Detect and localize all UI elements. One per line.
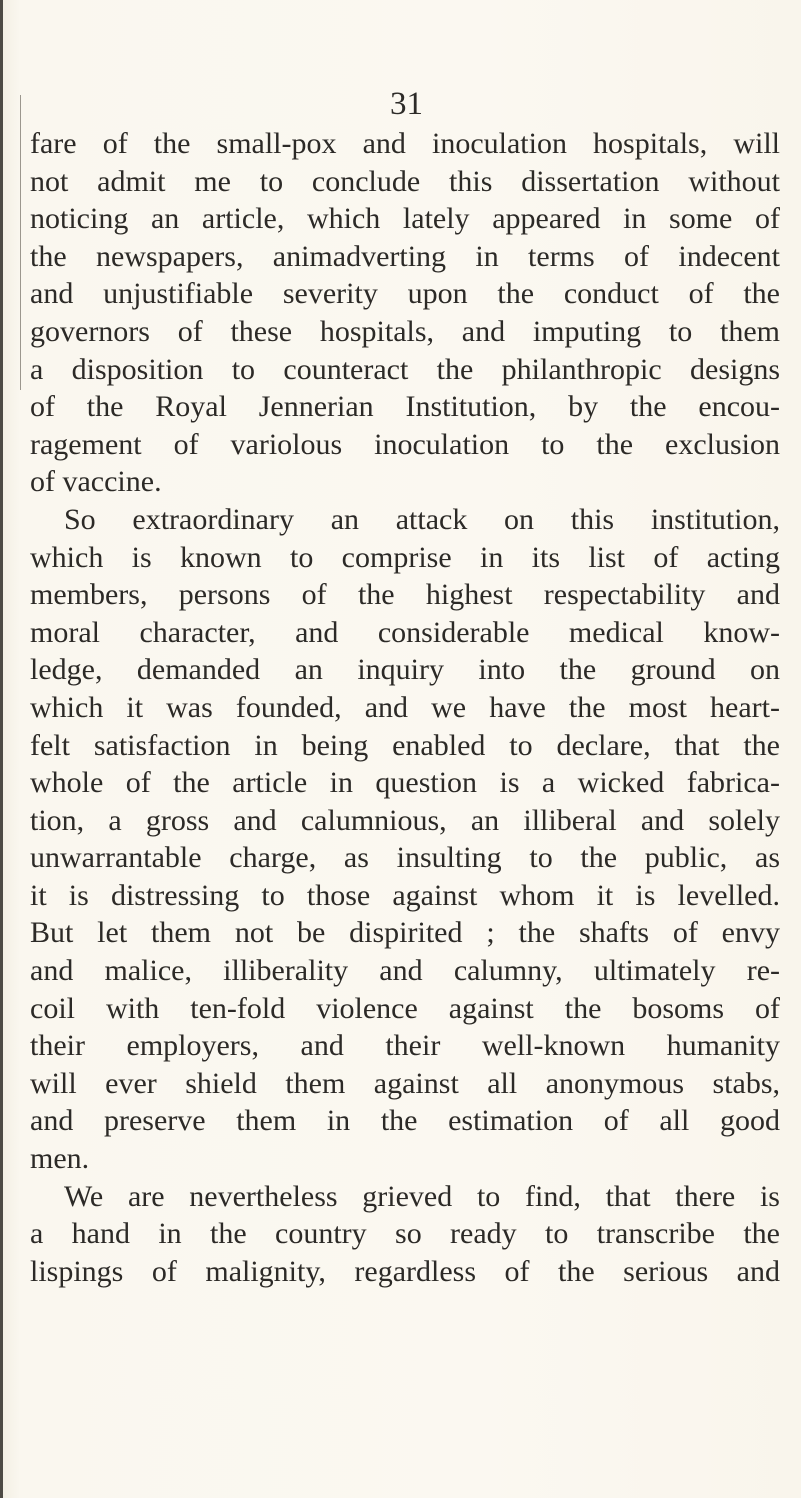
text-line: tion, a gross and calumnious, an illiberal and solely: [30, 803, 780, 837]
text-line: ragement of variolous inoculation to the exclusion: [30, 427, 780, 461]
text-line: coil with ten-fold violence against the bosoms of: [30, 991, 780, 1025]
binding-line: [20, 95, 21, 390]
text-line: felt satisfaction in being enabled to declare, that the: [30, 728, 780, 762]
text-line: But let them not be dispirited ; the shafts of envy: [30, 916, 780, 950]
text-line: men.: [30, 1142, 90, 1176]
page-number: 31: [390, 86, 423, 122]
body-text: [30, 125, 780, 1290]
text-line: will ever shield them against all anonymous stabs,: [30, 1066, 780, 1100]
text-line: ledge, demanded an inquiry into the ground on: [30, 653, 780, 687]
text-line: noticing an article, which lately appeared in some of: [30, 202, 780, 236]
text-line: members, persons of the highest respectability and: [30, 578, 780, 612]
text-line: moral character, and considerable medical know-: [30, 615, 780, 649]
text-line: which is known to comprise in its list of acting: [30, 540, 780, 574]
text-line: not admit me to conclude this dissertation without: [30, 164, 780, 198]
text-line: which it was founded, and we have the most heart-: [30, 690, 780, 724]
text-line: lispings of malignity, regardless of the serious and: [30, 1254, 780, 1288]
text-line: whole of the article in question is a wicked fabrica-: [30, 766, 780, 800]
text-line: fare of the small-pox and inoculation hospitals, will: [30, 127, 780, 160]
text-line: So extraordinary an attack on this institution,: [64, 502, 780, 536]
text-line: and preserve them in the estimation of all good: [30, 1104, 780, 1138]
text-line: unwarrantable charge, as insulting to the public, as: [30, 841, 780, 875]
text-line: governors of these hospitals, and imputing to them: [30, 314, 780, 348]
text-line: and unjustifiable severity upon the conduct of the: [30, 277, 780, 311]
text-line: and malice, illiberality and calumny, ultimately re-: [30, 954, 780, 988]
page-edge-shadow: [0, 0, 3, 1498]
text-line: of vaccine.: [30, 465, 162, 499]
text-line: of the Royal Jennerian Institution, by the encou-: [30, 390, 780, 424]
text-line: a hand in the country so ready to transcribe the: [30, 1217, 780, 1251]
text-line: it is distressing to those against whom it is levelled.: [30, 878, 780, 912]
text-line: a disposition to counteract the philanthropic designs: [30, 352, 780, 386]
text-line: their employers, and their well-known humanity: [30, 1029, 780, 1063]
text-line: the newspapers, animadverting in terms of indecent: [30, 239, 780, 273]
text-line: We are nevertheless grieved to find, that there is: [64, 1179, 780, 1213]
